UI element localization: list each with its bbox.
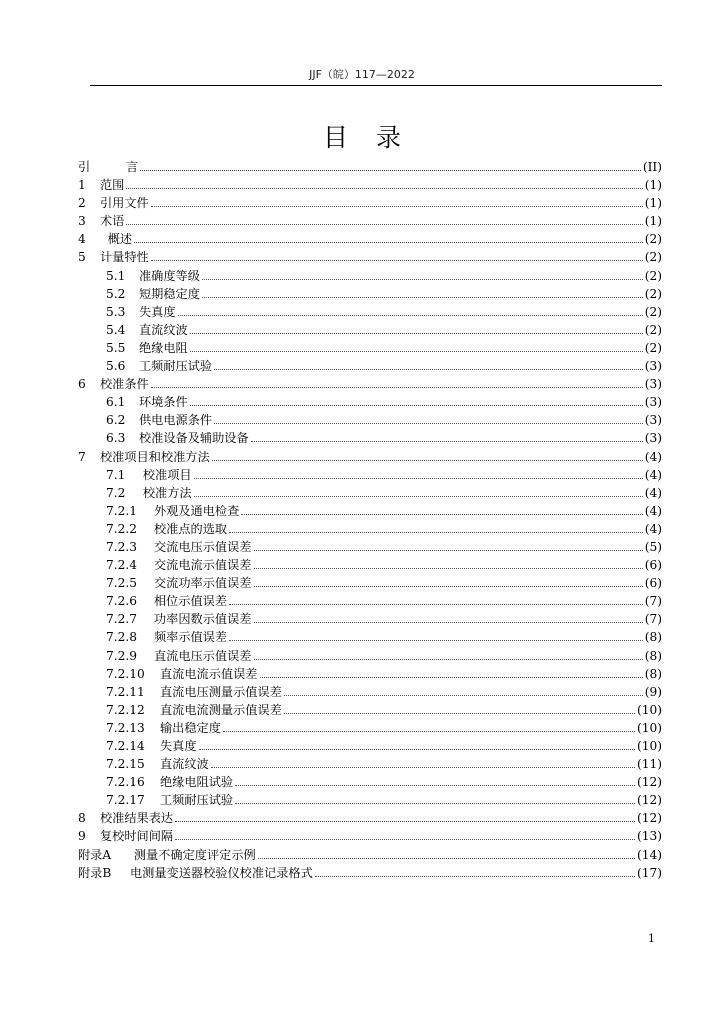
toc-entry[interactable] [78,755,662,773]
toc-entry-page: (10) [636,702,662,717]
toc-dot-leader [211,767,635,768]
toc-entry-label: 失真度 [139,304,176,319]
toc-entry-label: 失真度 [160,739,197,753]
toc-entry[interactable] [78,484,662,502]
toc-entry-number: 7.2.6 [106,594,138,609]
toc-entry-number: 5.6 [106,359,126,374]
toc-entry[interactable] [78,248,662,266]
toc-dot-leader [190,405,643,406]
toc-entry-label: 直流电流示值误差 [160,666,258,681]
toc-entry-number: 5.4 [106,322,126,337]
toc-entry-number: 4 [78,232,86,247]
toc-dot-leader [229,604,643,605]
toc-entry-label: 供电电源条件 [139,413,213,428]
toc-entry-page: (7) [644,612,662,627]
toc-entry[interactable] [78,827,662,845]
toc-entry-label: 计量特性 [100,250,149,265]
toc-entry-page: (3) [644,431,662,446]
toc-entry-label: 工频耐压试验 [160,793,234,808]
toc-dot-leader [254,568,643,569]
toc-entry-label: 校准项目和校准方法 [100,449,210,464]
toc-dot-leader [214,423,643,424]
toc-entry[interactable] [78,267,662,285]
toc-entry-number: 5.5 [106,340,126,355]
toc-entry-page: (11) [636,757,662,772]
toc-dot-leader [214,369,643,370]
toc-entry-number: 7.2.5 [106,576,138,591]
toc-dot-leader [126,188,642,189]
toc-entry-page: (10) [636,739,662,753]
toc-entry-label: 电测量变送器校验仪校准记录格式 [130,865,313,880]
toc-entry-label: 输出稳定度 [160,720,221,735]
toc-entry[interactable] [78,339,662,357]
toc-entry-number: 7.2.12 [106,702,145,717]
toc-entry-number: 5.2 [106,286,126,301]
toc-dot-leader [235,803,635,804]
toc-entry-label: 言 [126,160,139,174]
toc-entry[interactable] [78,846,662,864]
toc-entry[interactable] [78,321,662,339]
toc-entry[interactable] [78,592,662,610]
toc-entry-number: 6.3 [106,431,126,446]
toc-dot-leader [235,785,635,786]
toc-entry-label: 校准点的选取 [154,521,228,536]
toc-entry[interactable] [78,628,662,646]
toc-entry[interactable] [78,773,662,791]
toc-entry-page: (12) [636,793,662,808]
toc-entry-label: 绝缘电阻试验 [160,775,234,790]
toc-entry-number: 7.2.10 [106,666,145,681]
toc-entry-number: 2 [78,196,86,211]
toc-entry-number: 7.2.2 [106,521,138,536]
toc-entry[interactable] [78,411,662,429]
toc-dot-leader [284,713,635,714]
toc-entry-page: (1) [644,178,662,193]
toc-entry-label: 引用文件 [100,196,149,211]
toc-entry-label: 功率因数示值误差 [154,612,252,627]
toc-dot-leader [254,550,643,551]
toc-dot-leader [251,441,643,442]
toc-dot-leader [315,876,635,877]
toc-entry-number: 7.2.8 [106,630,138,645]
toc-dot-leader [202,279,643,280]
toc-entry[interactable] [78,176,662,194]
toc-entry-number: 7.2.17 [106,793,145,808]
toc-entry-number: 8 [78,811,86,826]
toc-entry-number: 7.2.1 [106,503,138,518]
toc-dot-leader [175,821,635,822]
toc-entry[interactable] [78,610,662,628]
toc-dot-leader [254,622,643,623]
toc-entry-page: (2) [644,322,662,337]
toc-entry-page: (6) [644,558,662,573]
toc-entry-page: (8) [644,648,662,663]
toc-entry[interactable] [78,375,662,393]
toc-entry-label: 校准条件 [100,377,149,392]
toc-entry[interactable] [78,574,662,592]
toc-dot-leader [194,478,643,479]
toc-dot-leader [212,460,643,461]
toc-dot-leader [194,496,643,497]
toc-entry[interactable] [78,520,662,538]
toc-entry[interactable] [78,448,662,466]
toc-entry-label: 复校时间间隔 [100,829,174,844]
toc-entry-page: (2) [644,268,662,283]
toc-entry-page: (8) [644,666,662,681]
toc-entry-number: 7.2.15 [106,757,145,772]
toc-entry-number: 7.2.3 [106,539,138,554]
toc-entry-label: 直流电压示值误差 [154,648,252,663]
toc-dot-leader [175,839,635,840]
toc-dot-leader [258,858,635,859]
toc-entry-number: 5.1 [106,268,126,283]
toc-entry-page: (14) [636,847,662,862]
toc-entry-number: 5 [78,250,86,265]
toc-entry-label: 直流电压测量示值误差 [160,684,282,699]
toc-entry[interactable] [78,719,662,737]
toc-entry-page: (II) [642,160,662,174]
toc-entry[interactable] [78,864,662,882]
toc-dot-leader [260,677,643,678]
toc-entry-page: (6) [644,576,662,591]
toc-dot-leader [254,586,643,587]
toc-entry-number: 附录B [78,865,112,880]
toc-dot-leader [178,315,643,316]
toc-entry-page: (2) [644,286,662,301]
toc-entry[interactable] [78,230,662,248]
toc-entry-label: 工频耐压试验 [139,359,213,374]
toc-entry-page: (4) [644,521,662,536]
toc-entry-label: 交流电压示值误差 [154,539,252,554]
toc-entry[interactable] [78,194,662,212]
toc-entry-number: 7.2.16 [106,775,145,790]
toc-dot-leader [190,333,643,334]
toc-entry-page: (1) [644,214,662,229]
toc-entry[interactable] [78,701,662,719]
toc-entry-page: (2) [644,304,662,319]
toc-entry-label: 校准结果表达 [100,811,174,826]
toc-entry-label: 环境条件 [139,395,188,410]
toc-entry-page: (7) [644,594,662,609]
toc-entry[interactable] [78,502,662,520]
toc-entry-number: 7.2.9 [106,648,138,663]
toc-entry[interactable] [78,665,662,683]
toc-entry-label: 校准方法 [139,485,192,500]
toc-entry-label: 交流功率示值误差 [154,576,252,591]
toc-entry-page: (4) [644,449,662,464]
toc-dot-leader [151,206,643,207]
page-number: 1 [648,932,655,945]
toc-entry-page: (13) [636,829,662,844]
toc-entry-number: 7.2 [106,485,126,500]
toc-entry-page: (3) [644,413,662,428]
toc-entry-number: 6.2 [106,413,126,428]
toc-dot-leader [126,224,642,225]
toc-entry-number: 6.1 [106,395,126,410]
toc-entry[interactable] [78,538,662,556]
toc-dot-leader [284,695,643,696]
toc-entry[interactable] [78,285,662,303]
toc-entry[interactable] [78,737,662,755]
toc-entry-number: 1 [78,178,86,193]
toc-dot-leader [241,514,642,515]
toc-dot-leader [151,260,643,261]
toc-entry[interactable] [78,158,662,176]
toc-entry-number: 7.2.14 [106,739,145,753]
toc-entry[interactable] [78,791,662,809]
toc-entry[interactable] [78,303,662,321]
toc-entry-number: 7.1 [106,467,126,482]
toc-entry-label: 测量不确定度评定示例 [130,847,256,862]
toc-entry-page: (4) [644,467,662,482]
header-rule [90,85,662,86]
document-header: JJF（皖）117—2022 [309,68,415,81]
toc-entry-page: (4) [644,503,662,518]
toc-entry-label: 相位示值误差 [154,594,228,609]
toc-entry-label: 范围 [100,178,125,193]
toc-entry-page: (3) [644,395,662,410]
toc-entry-number: 7.2.4 [106,558,138,573]
toc-entry[interactable] [78,393,662,411]
toc-entry-label: 交流电流示值误差 [154,558,252,573]
toc-entry[interactable] [78,212,662,230]
toc-entry-label: 直流电流测量示值误差 [160,702,282,717]
toc-entry-page: (12) [636,811,662,826]
toc-dot-leader [199,749,635,750]
toc-dot-leader [202,297,643,298]
toc-entry-label: 频率示值误差 [154,630,228,645]
toc-dot-leader [229,532,643,533]
page-title: 目录 [322,123,429,152]
toc-entry-page: (4) [644,485,662,500]
toc-entry-label: 直流纹波 [160,757,209,772]
toc-entry-label: 直流纹波 [139,322,188,337]
toc-dot-leader [223,731,635,732]
toc-entry[interactable] [78,647,662,665]
toc-entry-page: (8) [644,630,662,645]
toc-entry-label: 术语 [100,214,125,229]
toc-entry-label: 绝缘电阻 [139,340,188,355]
toc-entry-number: 7.2.13 [106,720,145,735]
toc-dot-leader [190,351,643,352]
toc-entry-number: 9 [78,829,86,844]
toc-entry-number: 3 [78,214,86,229]
toc-dot-leader [134,242,643,243]
toc-entry[interactable] [78,556,662,574]
toc-entry-number: 7.2.11 [106,684,145,699]
toc-entry-page: (17) [636,865,662,880]
toc-entry[interactable] [78,683,662,701]
toc-entry-number: 附录A [78,847,112,862]
toc-entry-page: (3) [644,377,662,392]
toc-entry-page: (2) [644,232,662,247]
toc-entry[interactable] [78,809,662,827]
toc-entry[interactable] [78,357,662,375]
toc-entry-label: 准确度等级 [139,268,200,283]
toc-entry-number: 7 [78,449,86,464]
toc-entry-page: (1) [644,196,662,211]
toc-entry-label: 校准设备及辅助设备 [139,431,249,446]
toc-entry-page: (10) [636,720,662,735]
toc-dot-leader [254,659,643,660]
toc-dot-leader [151,387,643,388]
table-of-contents [78,158,662,882]
toc-entry-page: (12) [636,775,662,790]
toc-entry-label: 外观及通电检查 [154,503,240,518]
toc-entry[interactable] [78,466,662,484]
toc-dot-leader [229,640,643,641]
toc-entry-label: 概述 [100,232,133,247]
toc-entry-number: 7.2.7 [106,612,138,627]
toc-dot-leader [140,170,641,171]
toc-entry-number: 引 [78,160,91,174]
toc-entry-page: (2) [644,250,662,265]
toc-entry-label: 短期稳定度 [139,286,200,301]
toc-entry-page: (2) [644,340,662,355]
toc-entry-number: 5.3 [106,304,126,319]
toc-entry[interactable] [78,429,662,447]
toc-entry-number: 6 [78,377,86,392]
toc-entry-page: (5) [644,539,662,554]
toc-entry-page: (3) [644,359,662,374]
toc-entry-page: (9) [644,684,662,699]
toc-entry-label: 校准项目 [139,467,192,482]
